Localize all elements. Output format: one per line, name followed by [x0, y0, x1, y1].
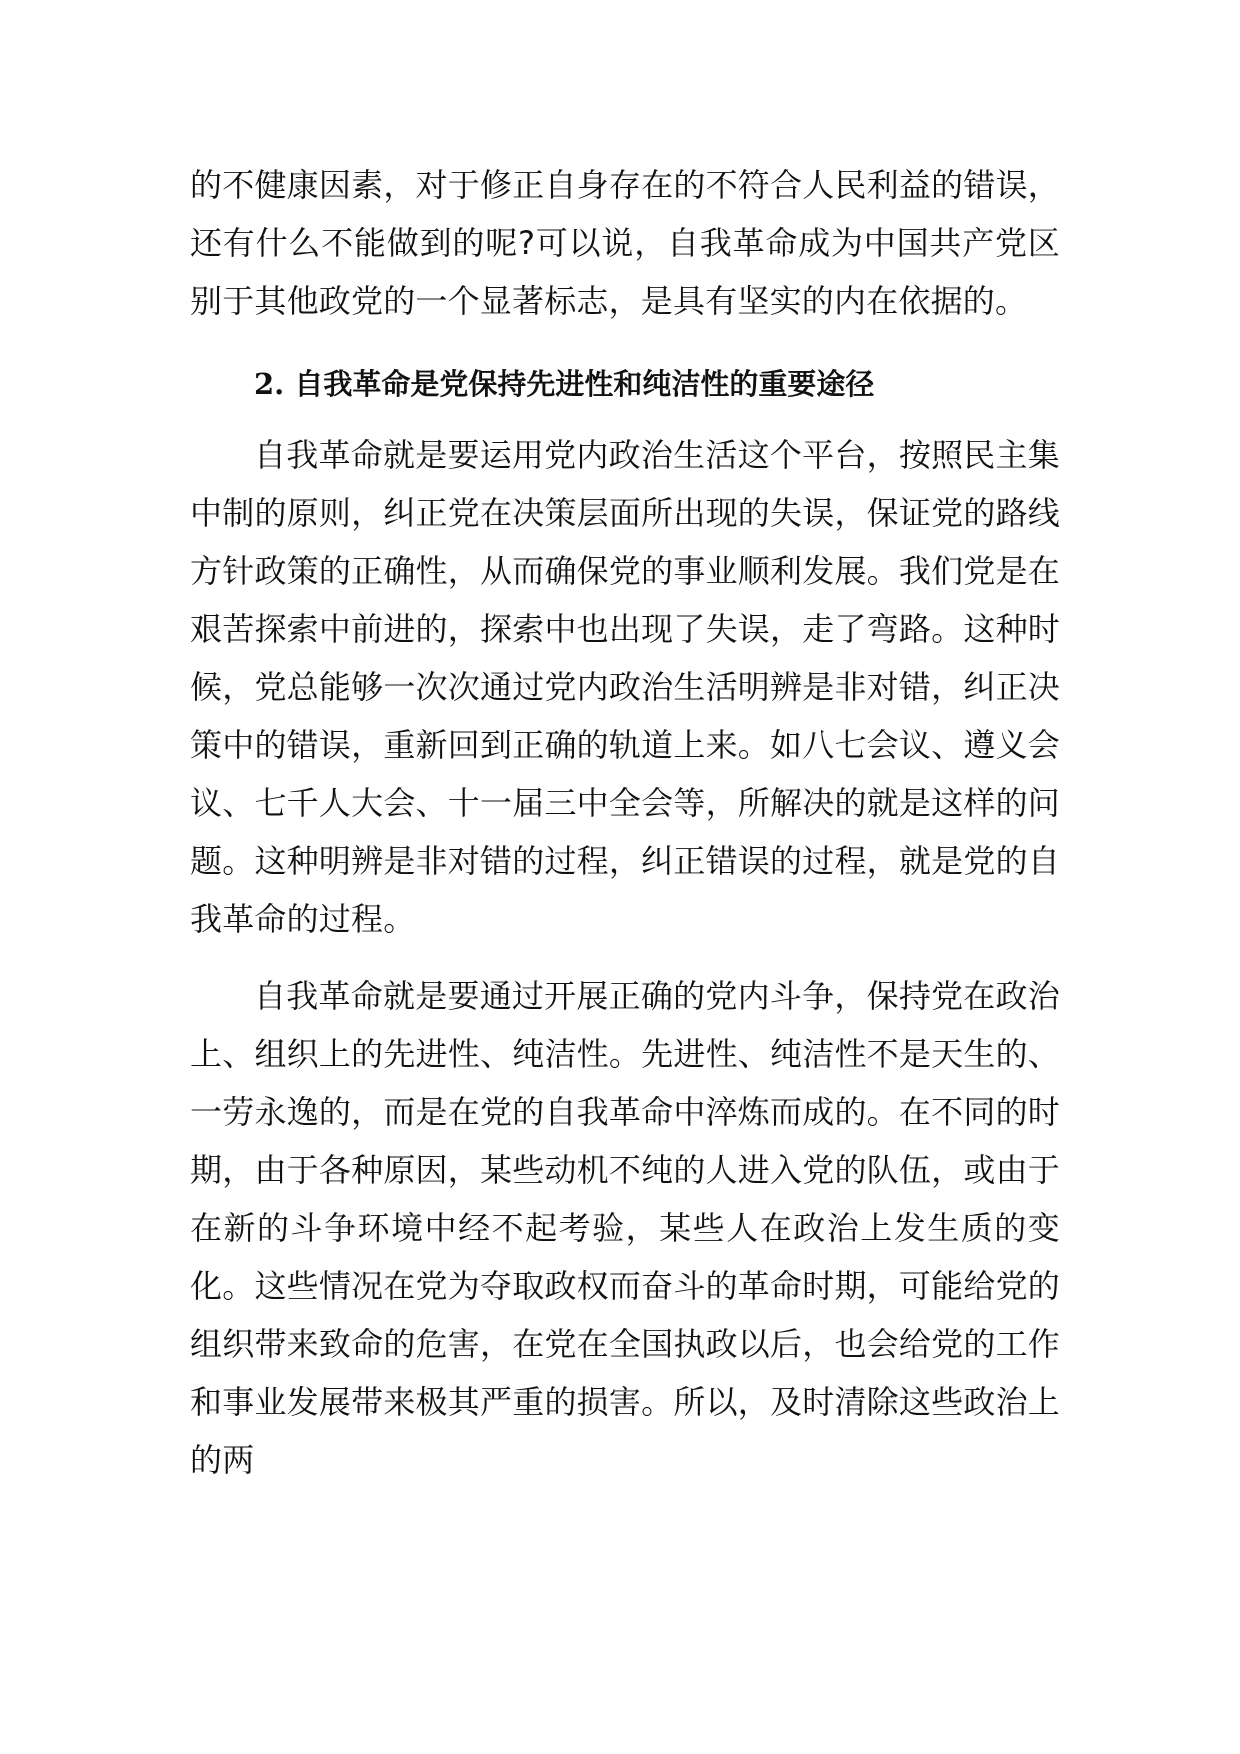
paragraph-continuation: 的不健康因素，对于修正自身存在的不符合人民利益的错误，还有什么不能做到的呢?可以说，自我革命成为中国共产党区别于其他政党的一个显著标志，是具有坚实的内在依据的。: [190, 166, 1060, 320]
section-heading: 2. 自我革命是党保持先进性和纯洁性的重要途径: [254, 367, 875, 401]
body-paragraph-1: 自我革命就是要运用党内政治生活这个平台，按照民主集中制的原则，纠正党在决策层面所出现的失误，保证党的路线方针政策的正确性，从而确保党的事业顺利发展。我们党是在艰苦探索中前进的，探索中也出现了失误，走了弯路。这种时候，党总能够一次次通过党内政治生活明辨是非对错，纠正决策中的错误，重新回到正确的轨道上来。如八七会议、遵义会议、七千人大会、十一届三中全会等，所解决的就是这样的问题。这种明辨是非对错的过程，纠正错误的过程，就是党的自我革命的过程。: [190, 436, 1060, 938]
body-paragraph-2: 自我革命就是要通过开展正确的党内斗争，保持党在政治上、组织上的先进性、纯洁性。先进性、纯洁性不是天生的、一劳永逸的，而是在党的自我革命中淬炼而成的。在不同的时期，由于各种原因，某些动机不纯的人进入党的队伍，或由于在新的斗争环境中经不起考验，某些人在政治上发生质的变化。这些情况在党为夺取政权而奋斗的革命时期，可能给党的组织带来致命的危害，在党在全国执政以后，也会给党的工作和事业发展带来极其严重的损害。所以，及时清除这些政治上的两: [190, 977, 1060, 1479]
